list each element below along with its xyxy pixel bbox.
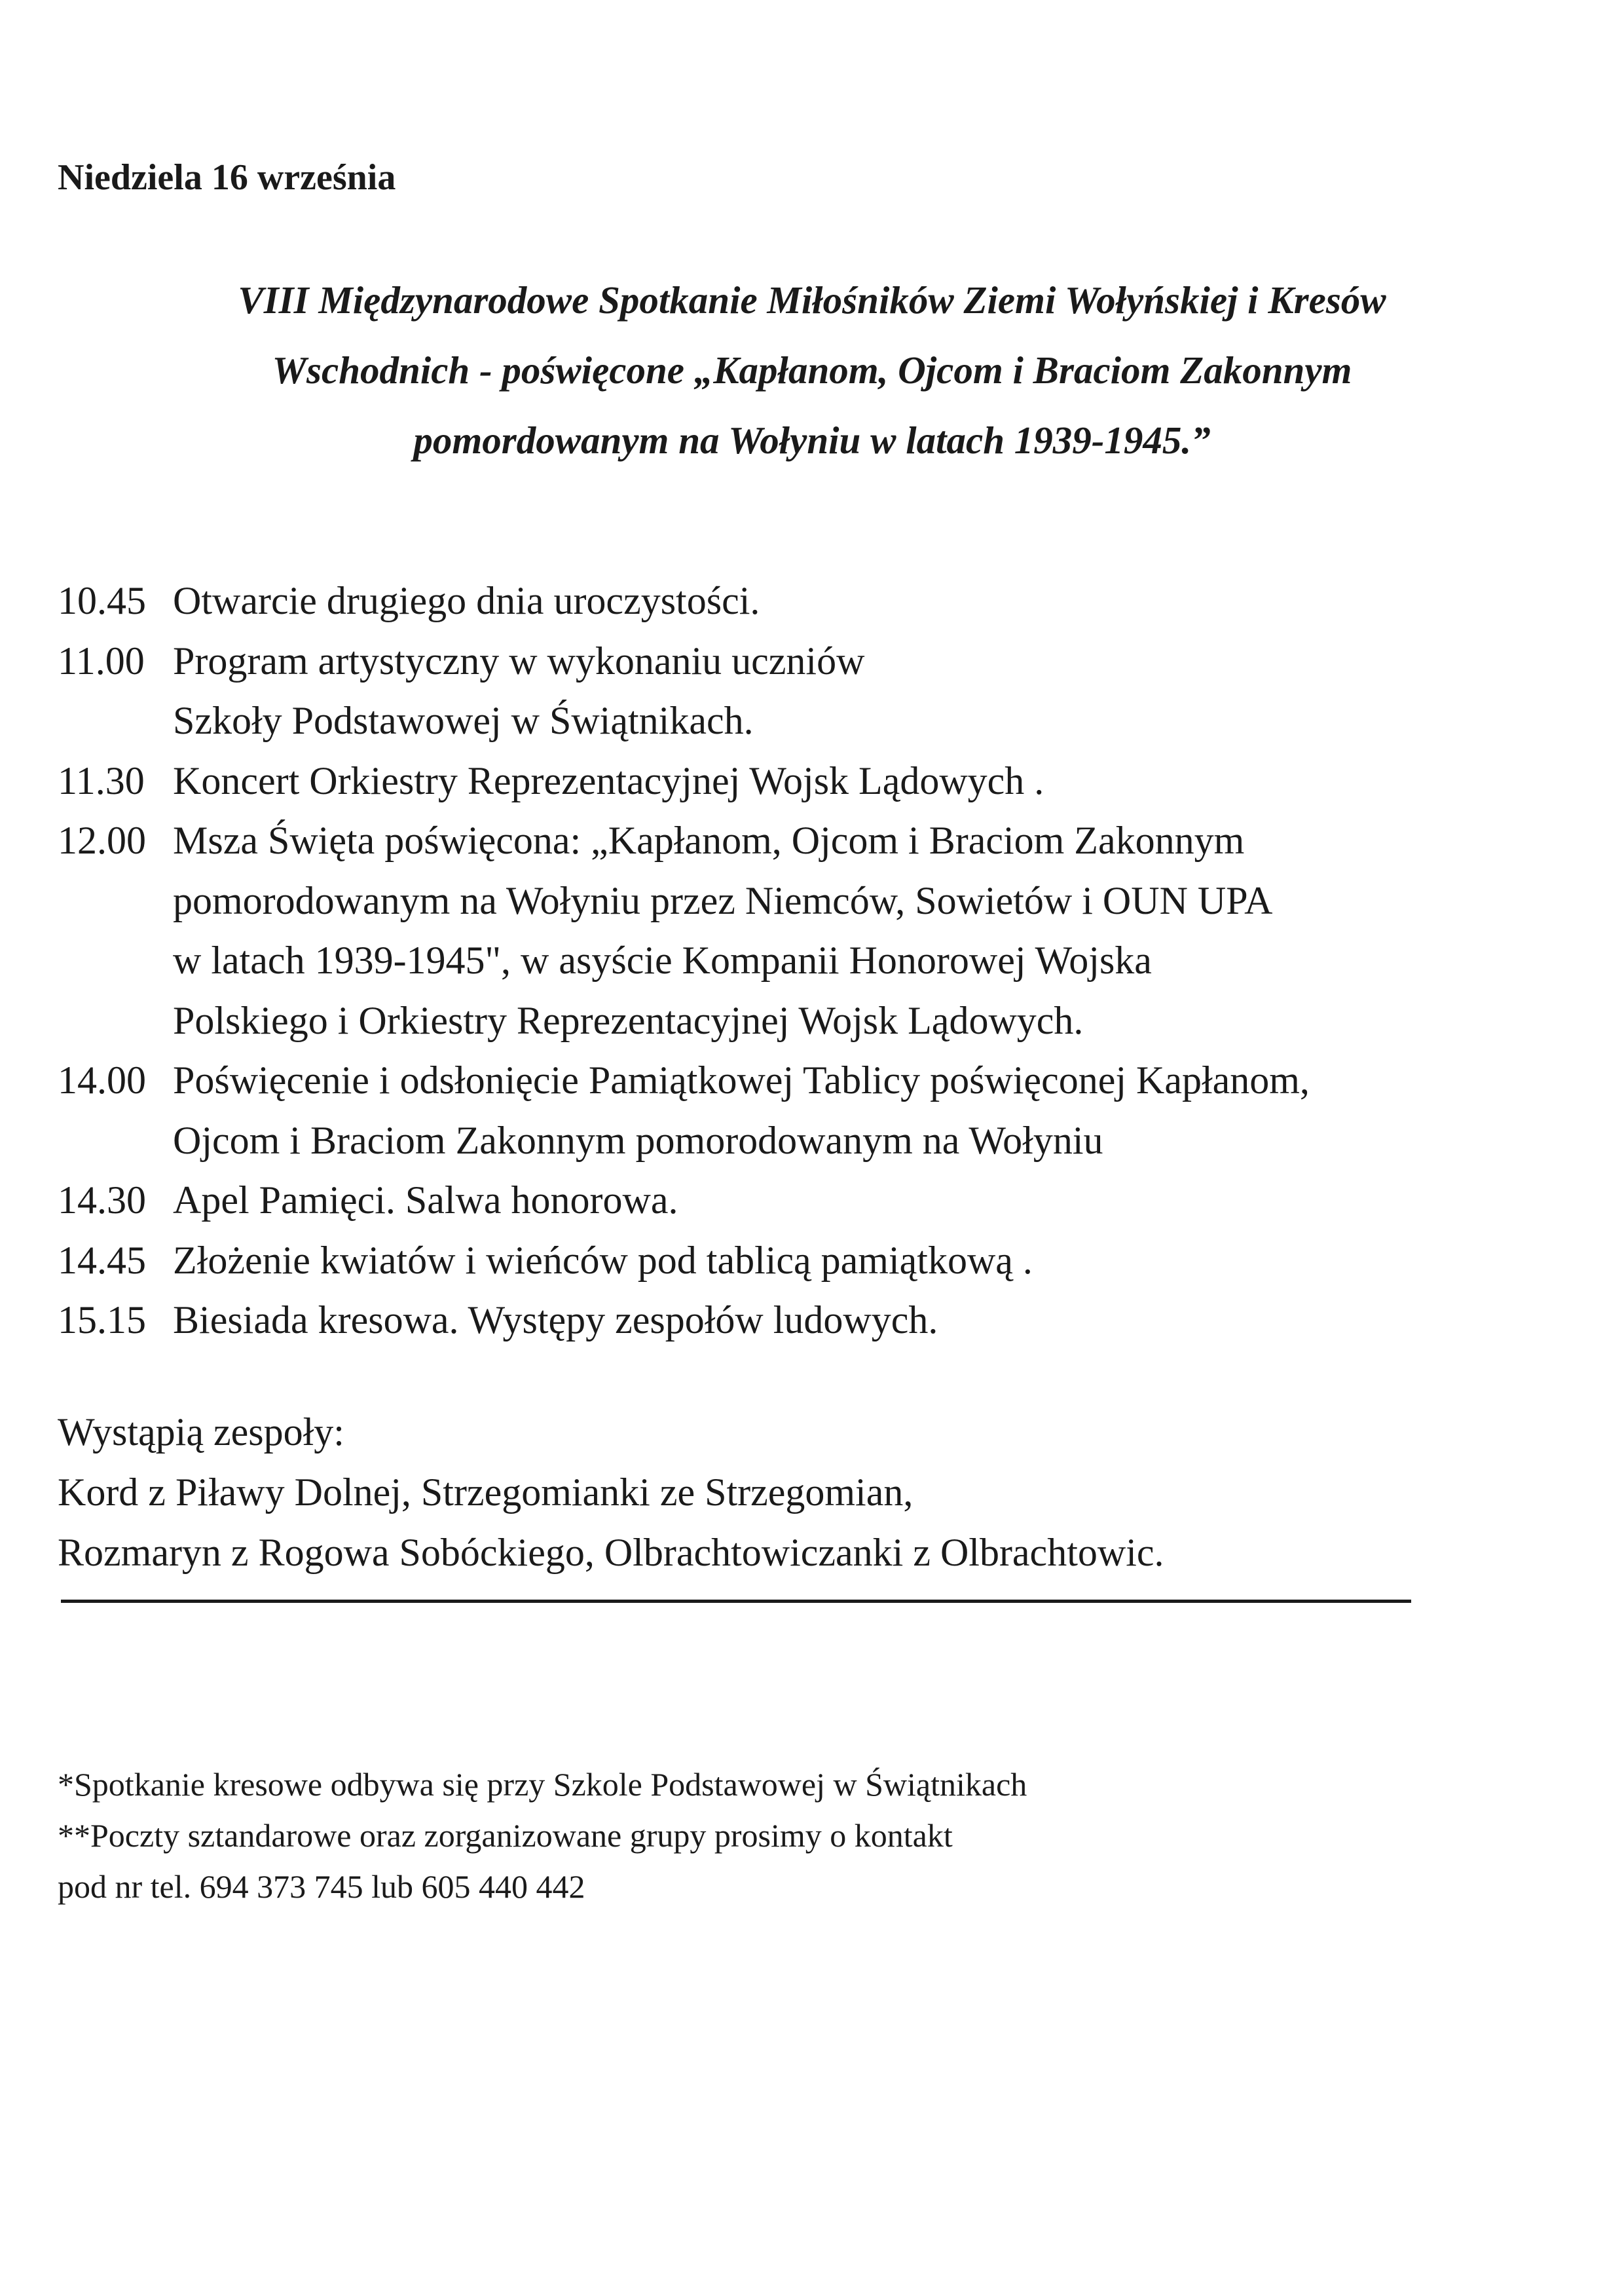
footnote-line: **Poczty sztandarowe oraz zorganizowane grupy prosimy o kontakt	[58, 1817, 953, 1854]
schedule-description	[173, 571, 1583, 631]
schedule-list	[58, 571, 1583, 1351]
schedule-line: Polskiego i Orkiestry Reprezentacyjnej Wojsk Lądowych.	[173, 998, 1084, 1042]
footnote-line: *Spotkanie kresowe odbywa się przy Szkole Podstawowej w Świątnikach	[58, 1766, 1027, 1803]
schedule-item	[58, 811, 1583, 1051]
schedule-description	[173, 1231, 1583, 1291]
schedule-line: Poświęcenie i odsłonięcie Pamiątkowej Tablicy poświęconej Kapłanom,	[173, 1059, 1310, 1102]
title-line: VIII Międzynarodowe Spotkanie Miłośników Ziemi Wołyńskiej i Kresów	[238, 278, 1386, 322]
schedule-description	[173, 811, 1583, 1051]
schedule-line: w latach 1939-1945", w asyście Kompanii Honorowej Wojska	[173, 939, 1152, 982]
ensembles-line: Rozmaryn z Rogowa Sobóckiego, Olbrachtowiczanki z Olbrachtowic.	[58, 1531, 1164, 1574]
schedule-time: 14.00	[58, 1059, 146, 1102]
ensembles-line: Kord z Piławy Dolnej, Strzegomianki ze Strzegomian,	[58, 1471, 913, 1514]
schedule-time: 15.15	[58, 1298, 146, 1342]
schedule-line: Otwarcie drugiego dnia uroczystości.	[173, 579, 760, 622]
schedule-item	[58, 1051, 1583, 1171]
schedule-description	[173, 1051, 1583, 1171]
schedule-description	[173, 631, 1583, 751]
schedule-item	[58, 751, 1583, 812]
footnote-line: pod nr tel. 694 373 745 lub 605 440 442	[58, 1868, 585, 1905]
schedule-time: 10.45	[58, 579, 146, 622]
schedule-description	[173, 1171, 1583, 1231]
schedule-time: 14.45	[58, 1238, 146, 1282]
schedule-item	[58, 631, 1583, 751]
event-title	[92, 265, 1532, 476]
schedule-item	[58, 1290, 1583, 1351]
schedule-description	[173, 1290, 1583, 1351]
schedule-line: Ojcom i Braciom Zakonnym pomorodowanym na Wołyniu	[173, 1118, 1103, 1162]
schedule-line: Program artystyczny w wykonaniu uczniów	[173, 639, 865, 683]
date-heading: Niedziela 16 września	[58, 157, 396, 198]
schedule-item	[58, 571, 1583, 631]
schedule-item	[58, 1171, 1583, 1231]
schedule-time: 11.30	[58, 759, 145, 802]
schedule-line: Złożenie kwiatów i wieńców pod tablicą pamiątkową .	[173, 1238, 1033, 1282]
schedule-line: Szkoły Podstawowej w Świątnikach.	[173, 699, 754, 742]
schedule-line: Msza Święta poświęcona: „Kapłanom, Ojcom i Braciom Zakonnym	[173, 819, 1245, 862]
schedule-item	[58, 1231, 1583, 1291]
schedule-line: pomorodowanym na Wołyniu przez Niemców, Sowietów i OUN UPA	[173, 878, 1273, 922]
schedule-time: 11.00	[58, 639, 145, 683]
schedule-time: 14.30	[58, 1178, 146, 1222]
footnotes	[58, 1759, 1027, 1912]
schedule-line: Apel Pamięci. Salwa honorowa.	[173, 1178, 678, 1222]
title-line: Wschodnich - poświęcone „Kapłanom, Ojcom i Braciom Zakonnym	[272, 348, 1352, 392]
ensembles-section	[58, 1402, 1164, 1583]
schedule-time: 12.00	[58, 819, 146, 862]
horizontal-divider	[61, 1600, 1411, 1603]
schedule-line: Biesiada kresowa. Występy zespołów ludowych.	[173, 1298, 938, 1342]
schedule-line: Koncert Orkiestry Reprezentacyjnej Wojsk Lądowych .	[173, 759, 1044, 802]
ensembles-heading: Wystąpią zespoły:	[58, 1410, 344, 1454]
schedule-description	[173, 751, 1583, 812]
title-line: pomordowanym na Wołyniu w latach 1939-1945.”	[413, 419, 1211, 462]
